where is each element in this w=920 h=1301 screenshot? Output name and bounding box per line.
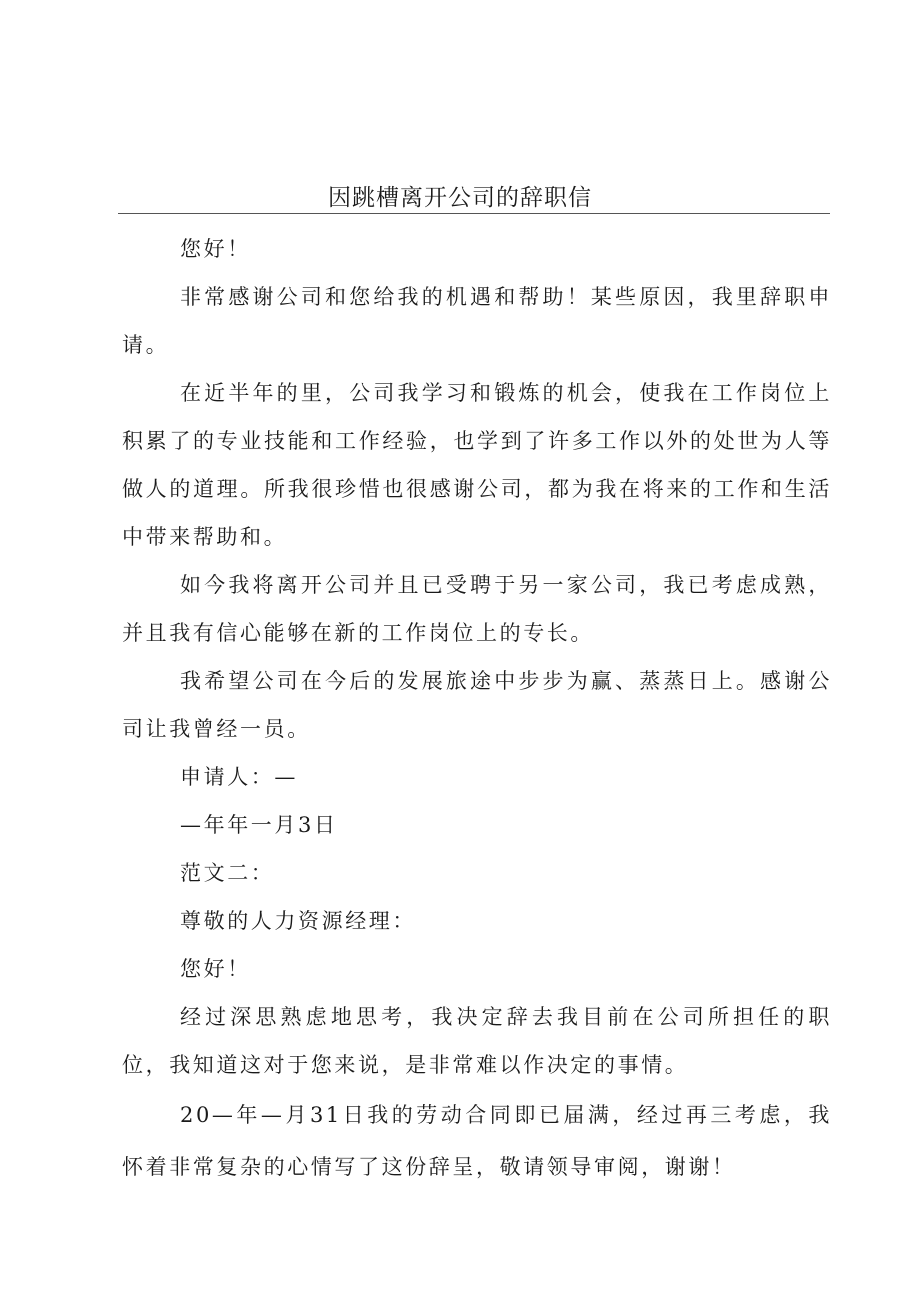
greeting: 您好！: [180, 237, 251, 261]
letter-body: [122, 225, 832, 1193]
title-underline: [118, 213, 830, 214]
greeting-two: 您好！: [180, 957, 251, 981]
paragraph-new-job: 如今我将离开公司并且已受聘于另一家公司，我已考虑成熟，并且我有信心能够在新的工作岗位上的专长。: [122, 573, 832, 645]
paragraph-thanks: 非常感谢公司和您给我的机遇和帮助！某些原因，我里辞职申请。: [122, 285, 832, 357]
applicant-line: 申请人：—: [180, 765, 298, 789]
document-title: 因跳槽离开公司的辞职信: [328, 185, 592, 211]
paragraph-wishes: 我希望公司在今后的发展旅途中步步为赢、蒸蒸日上。感谢公司让我曾经一员。: [122, 669, 832, 741]
paragraph-experience: 在近半年的里，公司我学习和锻炼的机会，使我在工作岗位上积累了的专业技能和工作经验，也学到了许多工作以外的处世为人等做人的道理。所我很珍惜也很感谢公司，都为我在将来的工作和生活中带来帮助和。: [122, 381, 832, 549]
paragraph-contract: 20—年—月31日我的劳动合同即已届满，经过再三考虑，我怀着非常复杂的心情写了这份辞呈，敬请领导审阅，谢谢！: [122, 1103, 832, 1179]
date-line: —年年一月3日: [180, 813, 338, 837]
paragraph-decision: 经过深思熟虑地思考，我决定辞去我目前在公司所担任的职位，我知道这对于您来说，是非常难以作决定的事情。: [122, 1005, 832, 1077]
salutation: 尊敬的人力资源经理：: [180, 909, 416, 933]
sample-two-heading: 范文二：: [180, 861, 275, 885]
